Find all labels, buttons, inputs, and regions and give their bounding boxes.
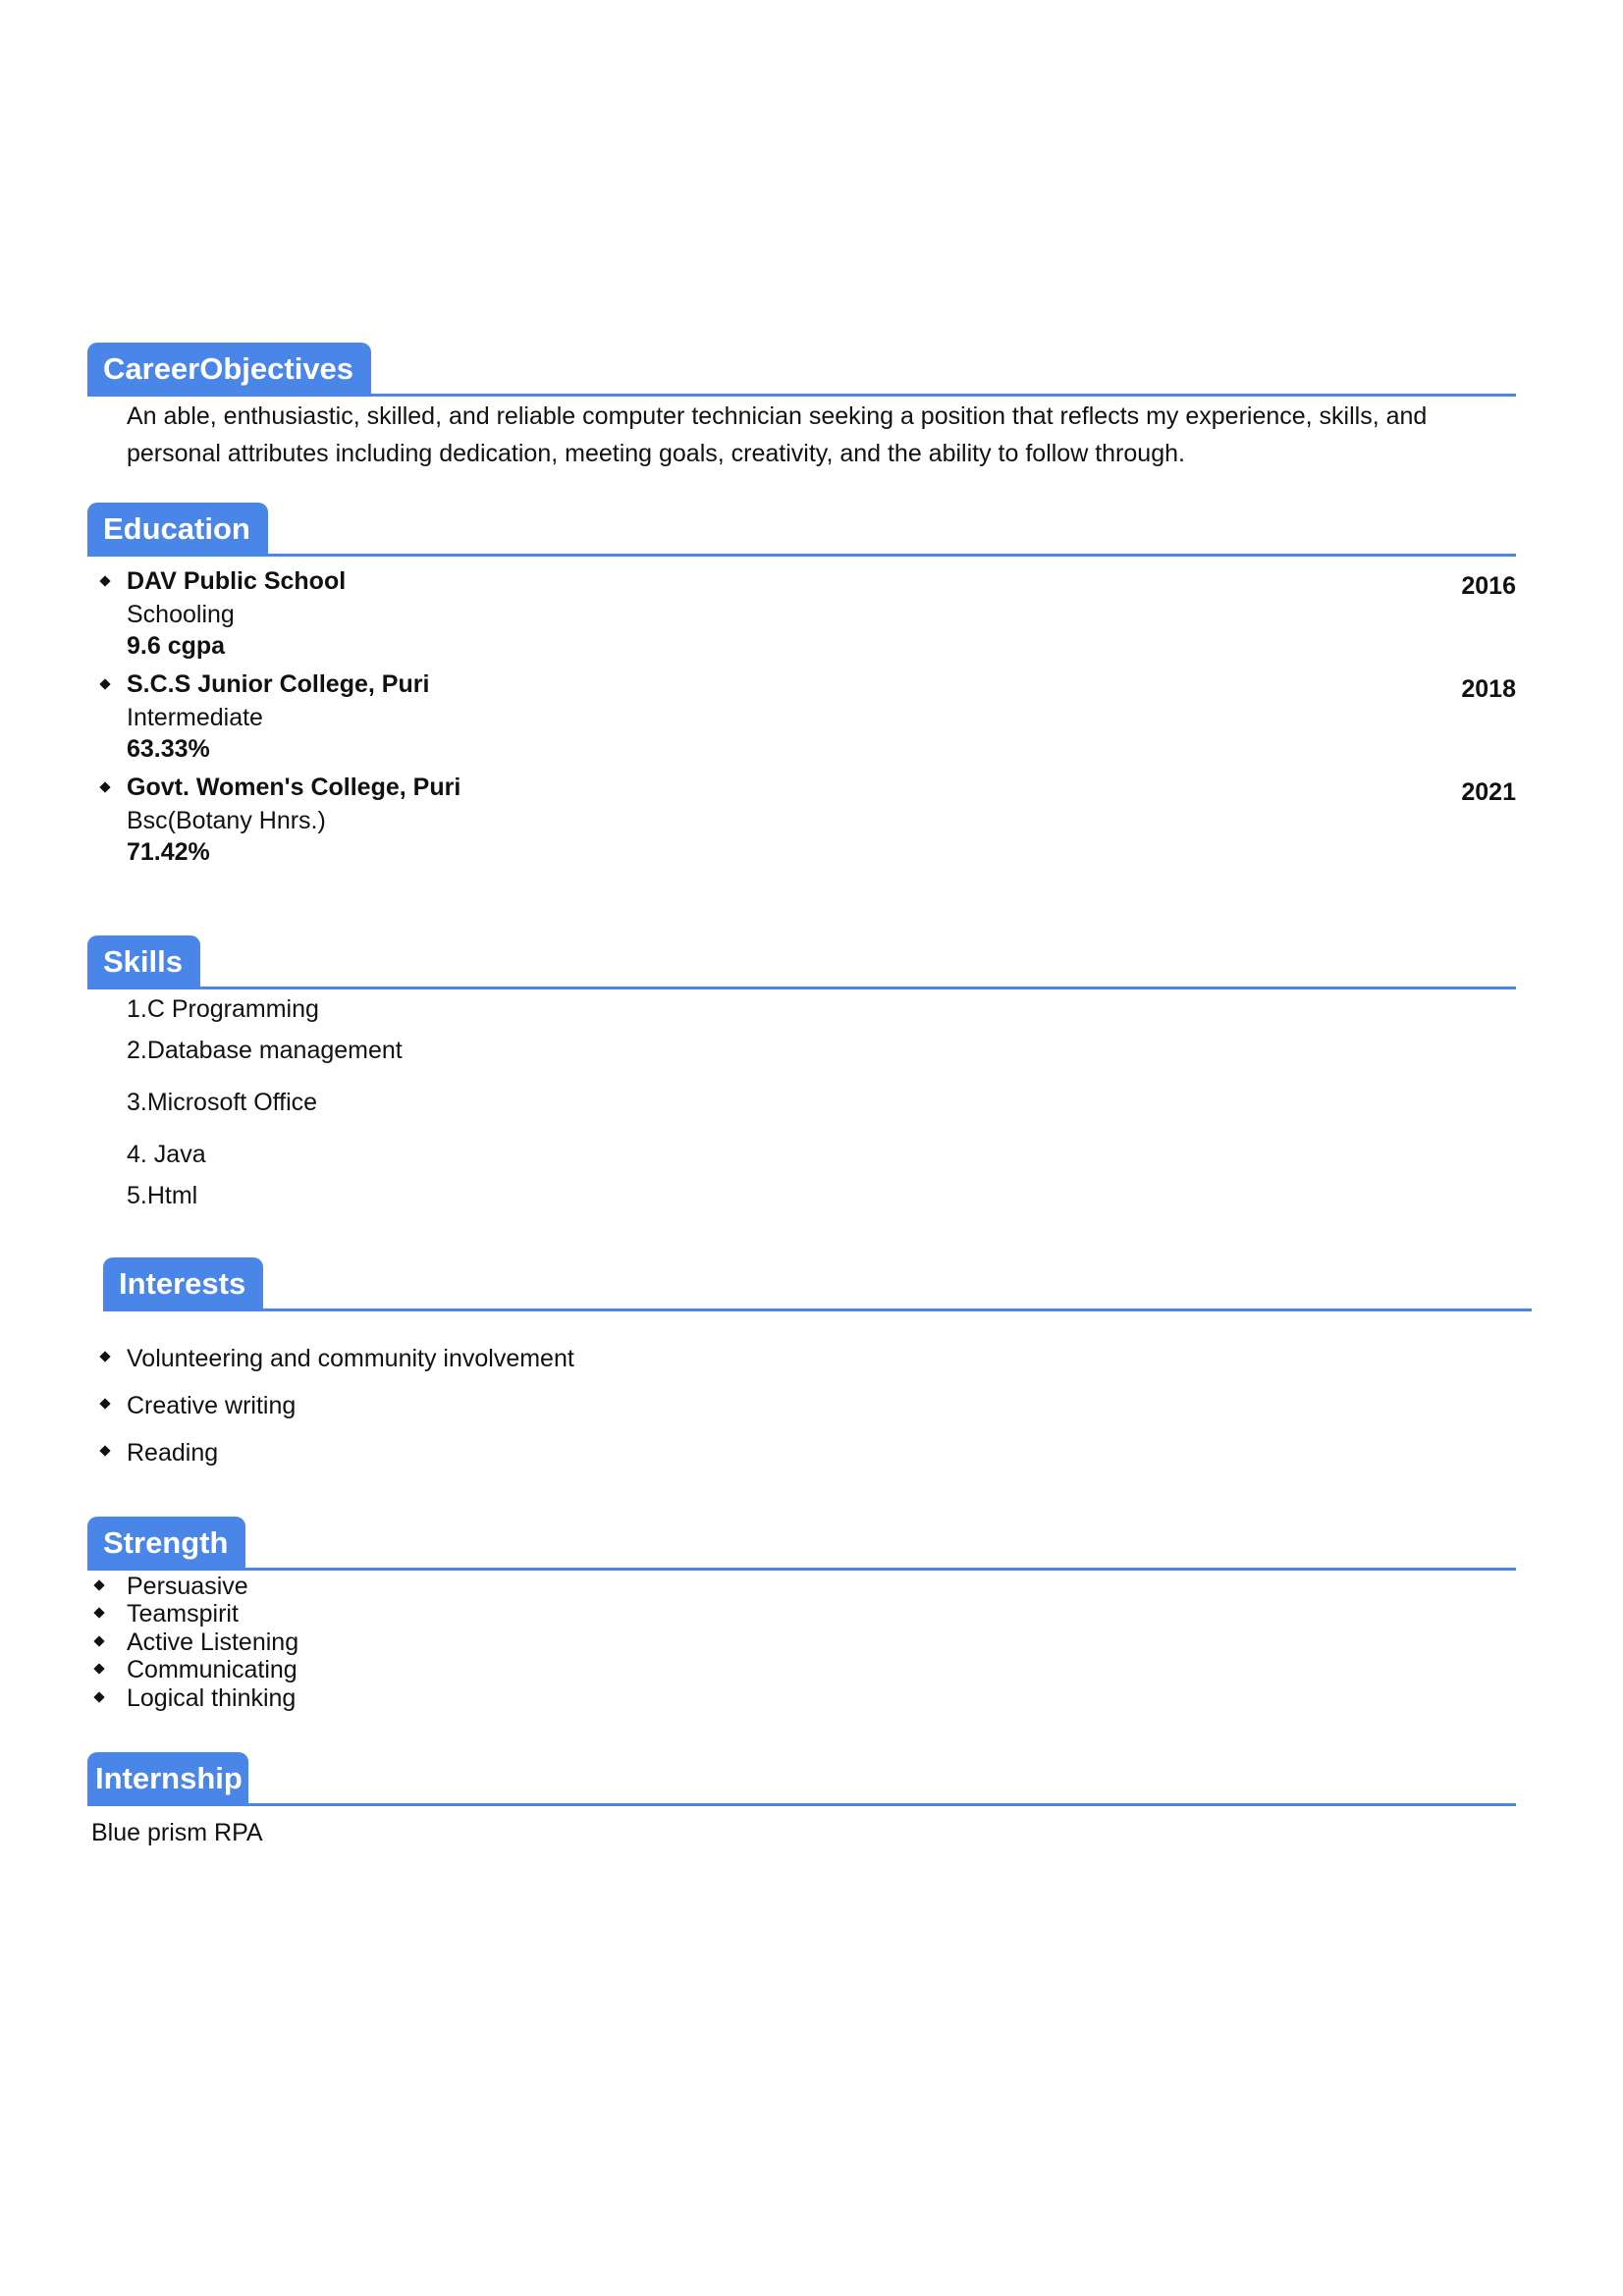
education-year: 2016 [1461,572,1516,600]
bullet-icon [93,1635,104,1646]
bullet-icon [99,1351,110,1362]
section-divider [87,1803,1516,1806]
section-divider [87,987,1516,989]
education-entry [127,564,1516,661]
bullet-icon [99,575,110,586]
internship-title: Internship [87,1752,248,1805]
strength-label: Logical thinking [127,1684,297,1712]
bullet-icon [93,1607,104,1618]
education-score: 71.42% [127,838,210,866]
education-title: Education [87,503,268,556]
strength-label: Communicating [127,1656,298,1683]
education-header [87,503,1516,558]
skill-item: 3.Microsoft Office [127,1089,318,1116]
interests-header [103,1257,1532,1312]
career-objectives-title: CareerObjectives [87,343,371,396]
skill-item: 4. Java [127,1141,206,1168]
career-objective-line-2: personal attributes including dedication, meeting goals, creativity, and the ability to follow through. [127,440,1185,467]
education-course: Schooling [127,601,235,628]
education-entry [127,667,1516,764]
education-course: Intermediate [127,704,263,731]
bullet-icon [99,1398,110,1409]
career-objectives-header [87,343,1516,398]
education-school: Govt. Women's College, Puri [127,774,461,801]
strength-title: Strength [87,1517,245,1570]
internship-text: Blue prism RPA [91,1819,263,1846]
education-year: 2018 [1461,675,1516,703]
bullet-icon [99,781,110,792]
skill-item: 1.C Programming [127,995,319,1023]
strength-label: Active Listening [127,1629,299,1656]
interest-label: Reading [127,1439,219,1467]
interests-section [103,1257,1532,1312]
interest-label: Creative writing [127,1392,297,1419]
bullet-icon [93,1579,104,1590]
internship-header [87,1752,1516,1807]
section-divider [87,554,1516,557]
bullet-icon [99,1445,110,1456]
skills-title: Skills [87,935,200,988]
career-objective-line-1: An able, enthusiastic, skilled, and reliable computer technician seeking a position that reflects my experience, skills, and [127,402,1428,430]
education-score: 63.33% [127,735,210,763]
interest-label: Volunteering and community involvement [127,1345,574,1372]
bullet-icon [99,678,110,689]
strength-item [127,1600,239,1629]
strength-label: Teamspirit [127,1600,239,1628]
skills-section [87,935,1516,990]
education-score: 9.6 cgpa [127,632,226,660]
strength-item [127,1684,296,1713]
education-entry [127,771,1516,867]
internship-section [87,1752,1516,1807]
section-divider [87,1568,1516,1571]
education-course: Bsc(Botany Hnrs.) [127,807,326,834]
interest-item [127,1345,574,1373]
strength-label: Persuasive [127,1573,248,1600]
bullet-icon [93,1691,104,1702]
strength-item [127,1656,298,1684]
strength-header [87,1517,1516,1572]
section-divider [87,394,1516,397]
education-year: 2021 [1461,778,1516,806]
strength-section [87,1517,1516,1572]
career-objectives-section [87,343,1516,398]
education-section [87,503,1516,558]
section-divider [103,1308,1532,1311]
education-school: S.C.S Junior College, Puri [127,670,430,698]
skill-item: 2.Database management [127,1037,403,1064]
strength-item [127,1629,298,1657]
interests-title: Interests [103,1257,263,1310]
skill-item: 5.Html [127,1182,198,1209]
skills-header [87,935,1516,990]
interest-item [127,1392,296,1420]
bullet-icon [93,1663,104,1674]
education-school: DAV Public School [127,567,347,595]
interest-item [127,1439,218,1468]
strength-item [127,1573,248,1601]
